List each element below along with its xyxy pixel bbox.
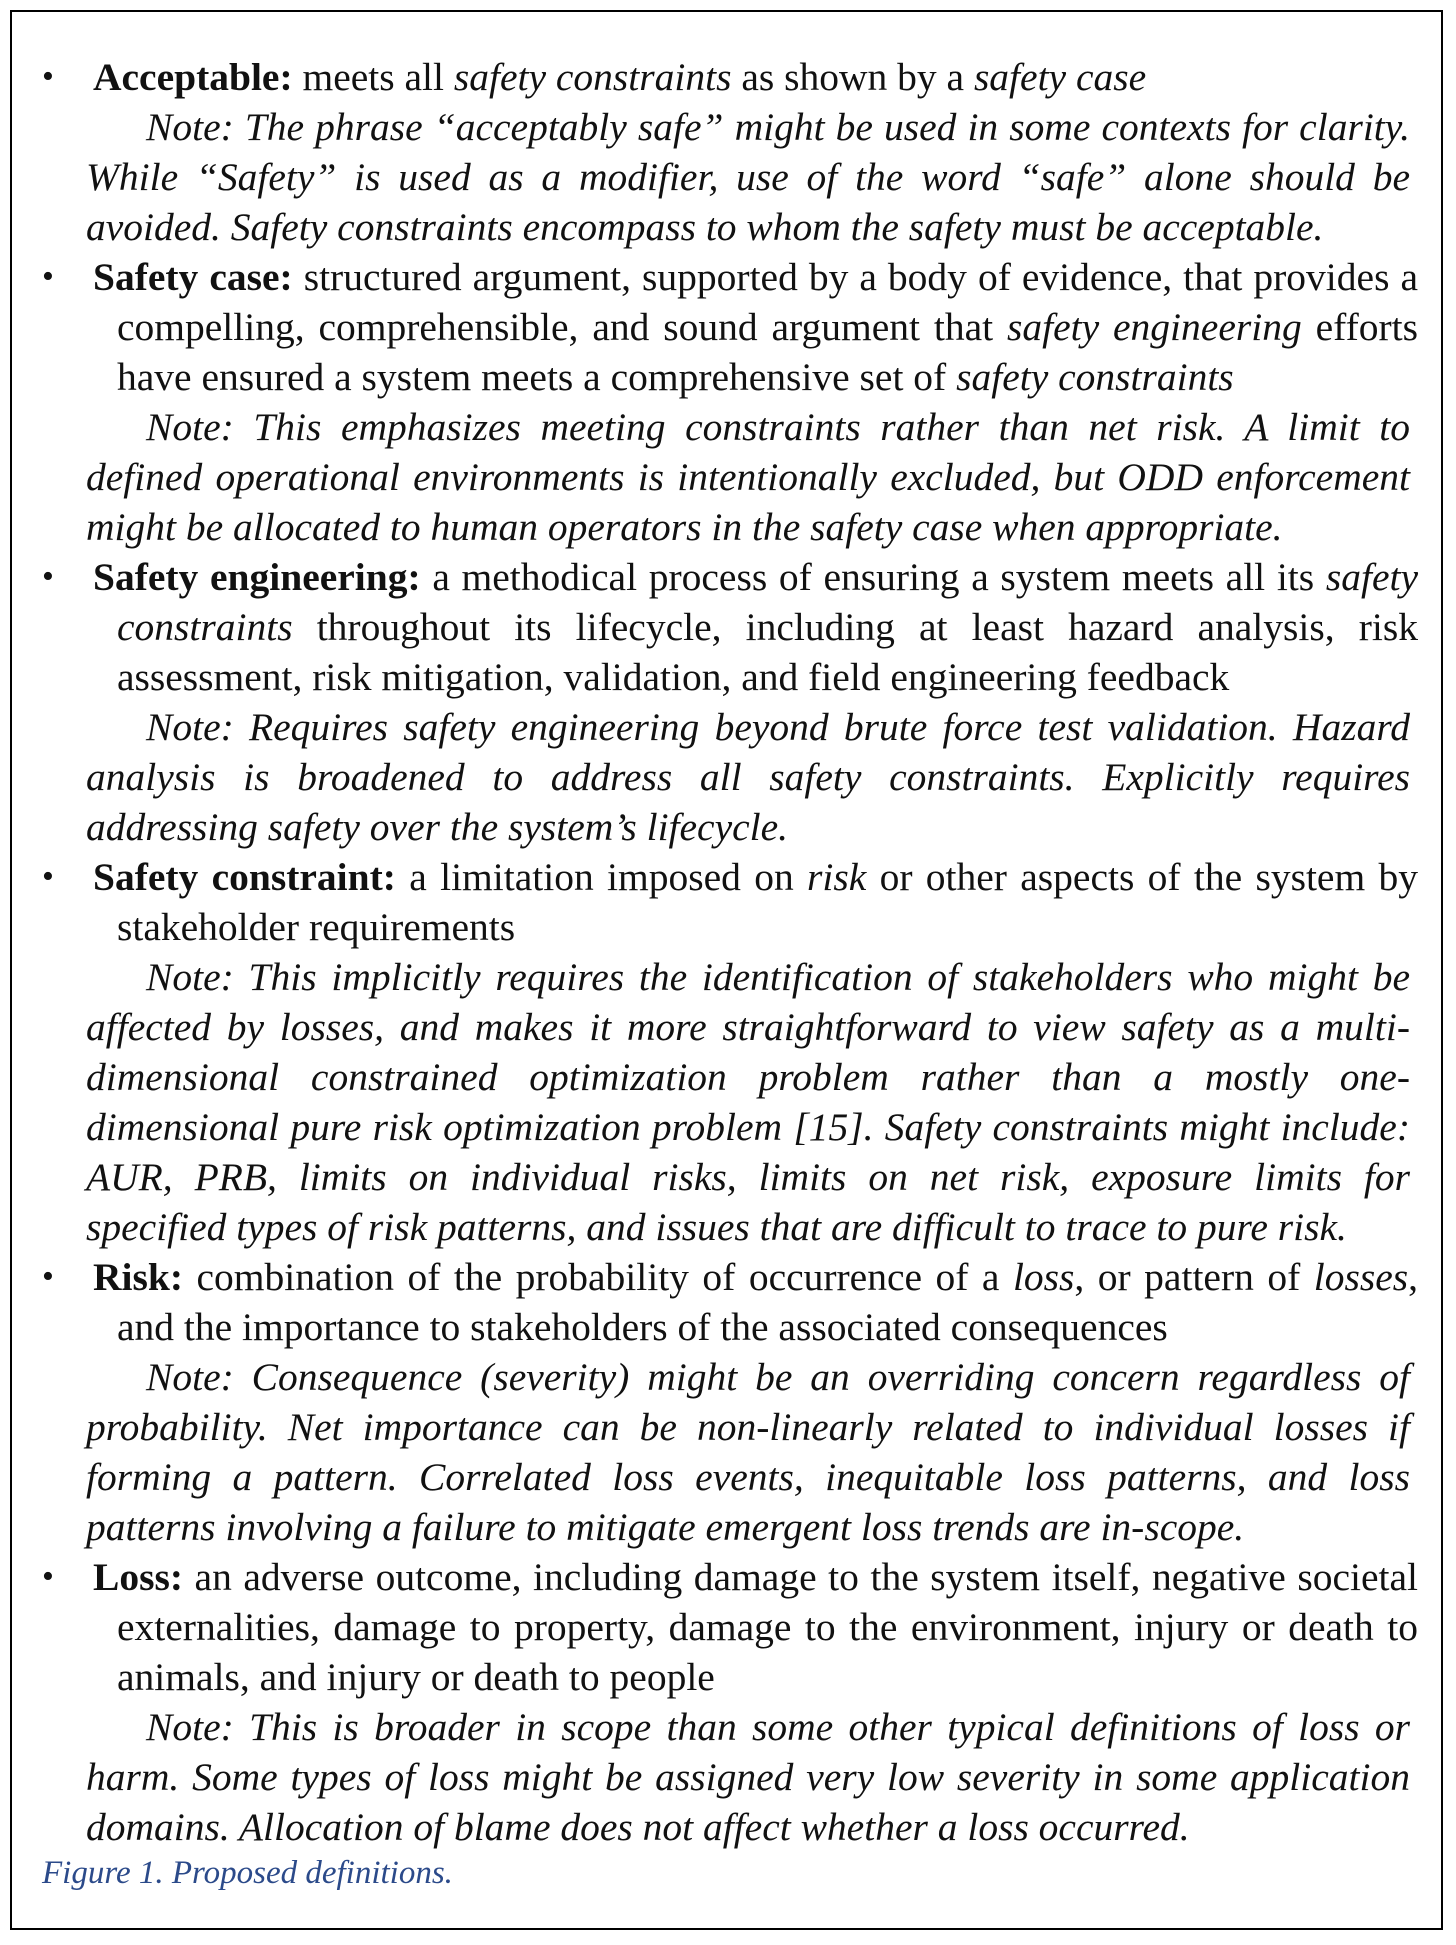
definition-item bbox=[38, 552, 1418, 852]
definition-segment: meets all bbox=[292, 55, 454, 99]
bullet-marker: • bbox=[42, 858, 54, 895]
definition-item bbox=[38, 1552, 1418, 1852]
bullet-marker: • bbox=[42, 558, 54, 595]
definition-term: Safety case: bbox=[93, 255, 293, 299]
defined-term-reference: safety constraints bbox=[956, 355, 1234, 399]
bullet-marker: • bbox=[42, 58, 54, 95]
definition-term: Safety constraint: bbox=[93, 855, 396, 899]
definition-segment: a methodical process of ensuring a system meets all its bbox=[420, 555, 1326, 599]
definition-term: Loss: bbox=[93, 1555, 183, 1599]
definition-text bbox=[93, 1552, 1418, 1702]
definition-note: Note: This is broader in scope than some other typical definitions of loss or harm. Some types of loss might be assigned very low severity in some application domains. Allocation of blame does not affect whether a loss occurred. bbox=[86, 1705, 1410, 1849]
definition-note: Note: This emphasizes meeting constraints rather than net risk. A limit to defined operational environments is intentionally excluded, but ODD enforcement might be allocated to human operators in the safety case when appropriate. bbox=[86, 405, 1410, 549]
definition-segment: combination of the probability of occurrence of a bbox=[183, 1255, 1013, 1299]
definition-note: Note: Requires safety engineering beyond brute force test validation. Hazard analysis is broadened to address all safety constraints. Explicitly requires addressing safety over the system’s lifecycle. bbox=[86, 705, 1410, 849]
definition-text bbox=[93, 52, 1418, 102]
bullet-marker: • bbox=[42, 258, 54, 295]
definition-text bbox=[93, 1252, 1418, 1352]
definition-text bbox=[93, 252, 1418, 402]
definition-term: Risk: bbox=[93, 1255, 183, 1299]
defined-term-reference: risk bbox=[807, 855, 867, 899]
defined-term-reference: loss bbox=[1012, 1255, 1075, 1299]
definition-segment: a limitation imposed on bbox=[395, 855, 808, 899]
definition-segment: , or pattern of bbox=[1074, 1255, 1314, 1299]
defined-term-reference: safety constraints bbox=[453, 55, 732, 99]
definitions-list bbox=[38, 52, 1418, 1852]
definition-note: Note: The phrase “acceptably safe” might be used in some contexts for clarity. While “Safety” is used as a modifier, use of the word “safe” alone should be avoided. Safety constraints encompass to whom the safety must be acceptable. bbox=[86, 105, 1410, 249]
definition-item bbox=[38, 852, 1418, 1252]
bullet-marker: • bbox=[42, 1258, 54, 1295]
definition-item bbox=[38, 52, 1418, 252]
definition-segment: or other aspects of the system by stakeholder requirements bbox=[117, 855, 1418, 949]
definition-text bbox=[93, 852, 1418, 952]
definition-segment: , and the importance to stakeholders of the associated consequences bbox=[117, 1255, 1418, 1349]
defined-term-reference: losses bbox=[1313, 1255, 1409, 1299]
definition-note: Note: This implicitly requires the identification of stakeholders who might be affected by losses, and makes it more straightforward to view safety as a multi-dimensional constrained optimization problem rather than a mostly one-dimensional pure risk optimization problem [15]. Safety constraints might include: AUR, PRB, limits on individual risks, limits on net risk, exposure limits for specified types of risk patterns, and issues that are difficult to trace to pure risk. bbox=[86, 955, 1410, 1249]
bullet-marker: • bbox=[42, 1558, 54, 1595]
definition-segment: throughout its lifecycle, including at least hazard analysis, risk assessment, risk mitigation, validation, and field engineering feedback bbox=[117, 605, 1418, 699]
figure-caption: Figure 1. Proposed definitions. bbox=[42, 1855, 453, 1891]
definition-segment: an adverse outcome, including damage to the system itself, negative societal externalities, damage to property, damage to the environment, injury or death to animals, and injury or death to people bbox=[117, 1555, 1418, 1699]
definition-term: Acceptable: bbox=[93, 55, 293, 99]
definition-text bbox=[93, 552, 1418, 702]
defined-term-reference: safety engineering bbox=[1007, 305, 1302, 349]
definition-note: Note: Consequence (severity) might be an overriding concern regardless of probability. Net importance can be non-linearly related to individual losses if forming a pattern. Correlated loss events, inequitable loss patterns, and loss patterns involving a failure to mitigate emergent loss trends are in-scope. bbox=[86, 1355, 1410, 1549]
definition-item bbox=[38, 252, 1418, 552]
definition-segment: structured argument, supported by a body of evidence, that provides a compelling, comprehensible, and sound argument that bbox=[117, 255, 1418, 349]
definition-term: Safety engineering: bbox=[93, 555, 421, 599]
definition-segment: as shown by a bbox=[731, 55, 974, 99]
definition-segment: efforts have ensured a system meets a comprehensive set of bbox=[117, 305, 1418, 399]
defined-term-reference: safety constraints bbox=[117, 555, 1418, 649]
defined-term-reference: safety case bbox=[973, 55, 1147, 99]
definition-item bbox=[38, 1252, 1418, 1552]
